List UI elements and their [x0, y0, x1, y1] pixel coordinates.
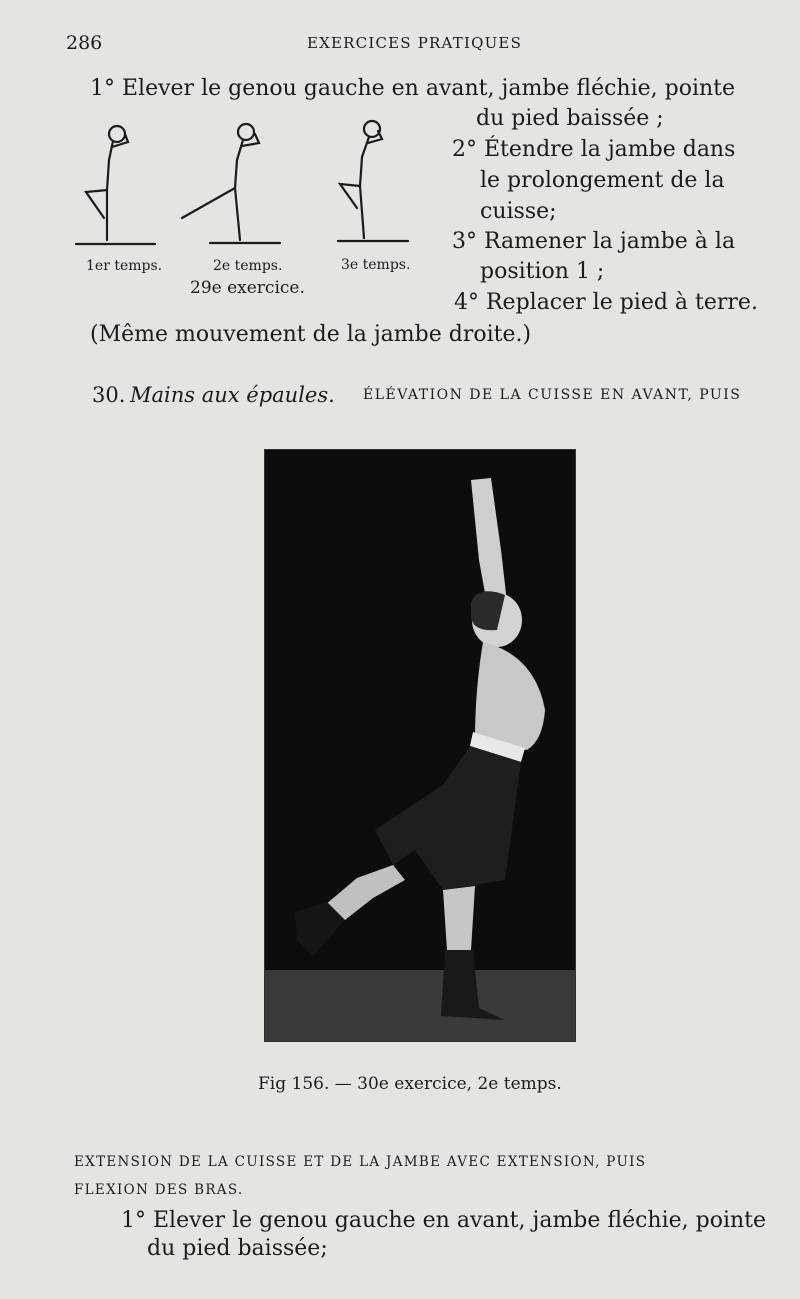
figure-label-1: 1er temps.	[86, 258, 163, 274]
ex29-step2-line1: 2° Étendre la jambe dans	[452, 137, 736, 162]
page-number: 286	[66, 32, 103, 54]
photo-caption: Fig 156. — 30e exercice, 2e temps.	[258, 1074, 562, 1094]
ex29-same-movement: (Même mouvement de la jambe droite.)	[90, 322, 532, 347]
exercise-photograph	[264, 449, 576, 1042]
ex29-step3-line2: position 1 ;	[480, 259, 605, 284]
ex30-title-caps-line2a: EXTENSION DE LA CUISSE ET DE LA JAMBE AVEC EXTENSION, PUIS	[74, 1154, 647, 1170]
stick-figure-3	[338, 121, 408, 241]
ex30-title-caps-line1: ÉLÉVATION DE LA CUISSE EN AVANT, PUIS	[363, 387, 742, 403]
ex30-number: 30.	[92, 383, 126, 407]
ex29-step4: 4° Replacer le pied à terre.	[454, 290, 758, 315]
ex29-step1-line2: du pied baissée ;	[476, 106, 664, 131]
ex29-step2-line2: le prolongement de la	[480, 168, 725, 193]
ex29-step1-line1: 1° Elever le genou gauche en avant, jambe fléchie, pointe	[90, 76, 736, 101]
running-title: EXERCICES PRATIQUES	[307, 34, 523, 52]
figure-label-2: 2e temps.	[213, 258, 283, 274]
stick-figure-1	[76, 126, 155, 244]
stick-figure-2	[182, 124, 280, 243]
ex29-step2-line3: cuisse;	[480, 199, 557, 224]
ex30-step1-line1: 1° Elever le genou gauche en avant, jambe fléchie, pointe	[121, 1208, 767, 1233]
ex30-step1-line2: du pied baissée;	[147, 1236, 328, 1261]
ex29-step3-line1: 3° Ramener la jambe à la	[452, 229, 736, 254]
figure-label-3: 3e temps.	[341, 257, 411, 273]
ex30-title-italic: Mains aux épaules.	[130, 383, 335, 407]
figure-caption-29: 29e exercice.	[190, 278, 305, 298]
ex30-title-caps-line2b: FLEXION DES BRAS.	[74, 1182, 244, 1198]
